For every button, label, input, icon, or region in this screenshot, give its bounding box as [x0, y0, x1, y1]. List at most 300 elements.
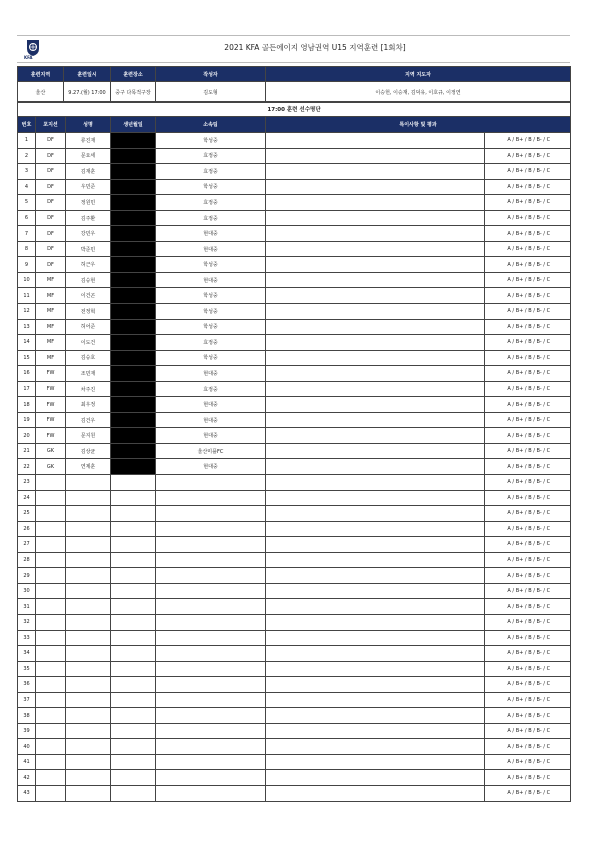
- player-birthdate-redacted: [111, 412, 156, 428]
- player-birthdate-redacted: [111, 226, 156, 242]
- player-position: DF: [36, 148, 66, 164]
- table-row: [18, 708, 571, 724]
- title-rule: [17, 62, 570, 63]
- player-birthdate-redacted: [111, 210, 156, 226]
- player-position: FW: [36, 366, 66, 382]
- table-row: [18, 599, 571, 615]
- player-number: 19: [18, 412, 36, 428]
- header-team: 소속팀: [156, 117, 266, 133]
- player-position: [36, 785, 66, 801]
- table-row: [18, 506, 571, 522]
- player-birthdate: [111, 490, 156, 506]
- player-number: 1: [18, 133, 36, 149]
- table-row: [18, 304, 571, 320]
- player-name: [66, 677, 111, 693]
- player-team: 학성중: [156, 179, 266, 195]
- player-team: 학성중: [156, 304, 266, 320]
- header-venue: 훈련장소: [111, 67, 156, 82]
- player-number: 33: [18, 630, 36, 646]
- player-birthdate: [111, 785, 156, 801]
- player-team: [156, 506, 266, 522]
- table-row: [18, 723, 571, 739]
- player-grade: A / B+ / B / B- / C: [485, 397, 571, 413]
- player-birthdate: [111, 475, 156, 491]
- player-position: [36, 614, 66, 630]
- player-position: [36, 770, 66, 786]
- table-row: [18, 661, 571, 677]
- table-row: [18, 133, 571, 149]
- table-row: [18, 770, 571, 786]
- logo-text: KFA: [24, 55, 33, 60]
- player-name: 정원민: [66, 195, 111, 211]
- info-header-row: [18, 67, 571, 82]
- player-notes: [266, 754, 485, 770]
- player-grade: A / B+ / B / B- / C: [485, 288, 571, 304]
- player-team: [156, 770, 266, 786]
- player-name: [66, 630, 111, 646]
- player-name: 차주진: [66, 381, 111, 397]
- player-name: 김주환: [66, 210, 111, 226]
- player-team: [156, 583, 266, 599]
- player-team: 현대중: [156, 272, 266, 288]
- player-grade: A / B+ / B / B- / C: [485, 133, 571, 149]
- player-number: 27: [18, 537, 36, 553]
- table-row: [18, 210, 571, 226]
- player-number: 26: [18, 521, 36, 537]
- table-row: [18, 179, 571, 195]
- player-grade: A / B+ / B / B- / C: [485, 195, 571, 211]
- player-grade: A / B+ / B / B- / C: [485, 459, 571, 475]
- player-birthdate: [111, 708, 156, 724]
- player-team: [156, 490, 266, 506]
- table-row: [18, 226, 571, 242]
- player-team: 효정중: [156, 164, 266, 180]
- table-row: [18, 272, 571, 288]
- player-position: DF: [36, 179, 66, 195]
- table-row: [18, 646, 571, 662]
- player-grade: A / B+ / B / B- / C: [485, 708, 571, 724]
- player-grade: A / B+ / B / B- / C: [485, 599, 571, 615]
- player-name: [66, 661, 111, 677]
- player-name: [66, 739, 111, 755]
- player-notes: [266, 583, 485, 599]
- player-grade: A / B+ / B / B- / C: [485, 226, 571, 242]
- player-notes: [266, 381, 485, 397]
- player-birthdate: [111, 521, 156, 537]
- player-grade: A / B+ / B / B- / C: [485, 335, 571, 351]
- player-grade: A / B+ / B / B- / C: [485, 568, 571, 584]
- player-team: 효정중: [156, 335, 266, 351]
- player-position: FW: [36, 428, 66, 444]
- player-team: 현대중: [156, 366, 266, 382]
- player-name: 문지원: [66, 428, 111, 444]
- player-grade: A / B+ / B / B- / C: [485, 739, 571, 755]
- player-number: 42: [18, 770, 36, 786]
- table-row: [18, 335, 571, 351]
- player-notes: [266, 646, 485, 662]
- page-title: 2021 KFA 골든에이지 영남권역 U15 지역훈련 [1회차]: [224, 43, 406, 52]
- player-grade: A / B+ / B / B- / C: [485, 630, 571, 646]
- player-name: [66, 785, 111, 801]
- player-grade: A / B+ / B / B- / C: [485, 754, 571, 770]
- player-name: [66, 521, 111, 537]
- player-notes: [266, 412, 485, 428]
- table-row: [18, 195, 571, 211]
- table-row: [18, 490, 571, 506]
- player-notes: [266, 708, 485, 724]
- player-name: 김재훈: [66, 164, 111, 180]
- player-birthdate-redacted: [111, 381, 156, 397]
- player-name: 김건우: [66, 412, 111, 428]
- player-birthdate-redacted: [111, 272, 156, 288]
- player-team: [156, 692, 266, 708]
- player-team: [156, 646, 266, 662]
- player-number: 28: [18, 552, 36, 568]
- player-birthdate: [111, 770, 156, 786]
- player-name: [66, 723, 111, 739]
- player-number: 23: [18, 475, 36, 491]
- roster-table: [17, 101, 571, 802]
- player-grade: A / B+ / B / B- / C: [485, 723, 571, 739]
- player-position: DF: [36, 257, 66, 273]
- top-rule: [17, 35, 570, 36]
- player-position: MF: [36, 335, 66, 351]
- player-grade: A / B+ / B / B- / C: [485, 257, 571, 273]
- value-region: 울산: [18, 82, 64, 103]
- player-notes: [266, 568, 485, 584]
- table-row: [18, 288, 571, 304]
- table-row: [18, 397, 571, 413]
- header-birthdate: 생년월일: [111, 117, 156, 133]
- player-position: [36, 661, 66, 677]
- player-team: [156, 723, 266, 739]
- player-number: 6: [18, 210, 36, 226]
- player-grade: A / B+ / B / B- / C: [485, 661, 571, 677]
- player-birthdate-redacted: [111, 241, 156, 257]
- player-number: 7: [18, 226, 36, 242]
- player-notes: [266, 304, 485, 320]
- player-grade: A / B+ / B / B- / C: [485, 350, 571, 366]
- player-grade: A / B+ / B / B- / C: [485, 443, 571, 459]
- header-author: 작성자: [156, 67, 266, 82]
- table-row: [18, 428, 571, 444]
- player-name: [66, 646, 111, 662]
- info-table: [17, 66, 571, 103]
- player-notes: [266, 490, 485, 506]
- player-name: 연제훈: [66, 459, 111, 475]
- player-number: 9: [18, 257, 36, 273]
- player-number: 37: [18, 692, 36, 708]
- player-notes: [266, 288, 485, 304]
- player-number: 4: [18, 179, 36, 195]
- player-number: 2: [18, 148, 36, 164]
- player-notes: [266, 537, 485, 553]
- table-row: [18, 583, 571, 599]
- player-name: [66, 583, 111, 599]
- table-row: [18, 614, 571, 630]
- player-number: 40: [18, 739, 36, 755]
- player-name: 박준민: [66, 241, 111, 257]
- player-team: 학성중: [156, 288, 266, 304]
- player-grade: A / B+ / B / B- / C: [485, 785, 571, 801]
- player-team: [156, 661, 266, 677]
- player-notes: [266, 195, 485, 211]
- player-number: 13: [18, 319, 36, 335]
- player-name: [66, 552, 111, 568]
- player-birthdate-redacted: [111, 319, 156, 335]
- player-birthdate: [111, 739, 156, 755]
- player-name: 김승현: [66, 272, 111, 288]
- player-number: 18: [18, 397, 36, 413]
- player-position: FW: [36, 381, 66, 397]
- player-grade: A / B+ / B / B- / C: [485, 537, 571, 553]
- player-birthdate-redacted: [111, 288, 156, 304]
- player-team: [156, 708, 266, 724]
- player-position: GK: [36, 443, 66, 459]
- player-team: [156, 677, 266, 693]
- player-name: [66, 506, 111, 522]
- player-birthdate-redacted: [111, 350, 156, 366]
- player-name: 강민우: [66, 226, 111, 242]
- player-notes: [266, 552, 485, 568]
- player-name: 전정혁: [66, 304, 111, 320]
- player-birthdate-redacted: [111, 304, 156, 320]
- player-position: [36, 490, 66, 506]
- player-notes: [266, 397, 485, 413]
- player-team: [156, 630, 266, 646]
- player-grade: A / B+ / B / B- / C: [485, 412, 571, 428]
- player-birthdate-redacted: [111, 459, 156, 475]
- player-team: 현대중: [156, 428, 266, 444]
- player-birthdate-redacted: [111, 133, 156, 149]
- player-position: [36, 599, 66, 615]
- player-team: 현대중: [156, 412, 266, 428]
- player-team: [156, 475, 266, 491]
- player-birthdate: [111, 630, 156, 646]
- table-row: [18, 521, 571, 537]
- player-position: GK: [36, 459, 66, 475]
- player-number: 5: [18, 195, 36, 211]
- player-position: [36, 739, 66, 755]
- player-position: MF: [36, 272, 66, 288]
- table-row: [18, 459, 571, 475]
- table-row: [18, 754, 571, 770]
- player-notes: [266, 210, 485, 226]
- player-team: [156, 552, 266, 568]
- player-notes: [266, 630, 485, 646]
- player-team: 현대중: [156, 226, 266, 242]
- player-position: FW: [36, 397, 66, 413]
- player-number: 32: [18, 614, 36, 630]
- player-position: [36, 677, 66, 693]
- player-grade: A / B+ / B / B- / C: [485, 164, 571, 180]
- player-number: 41: [18, 754, 36, 770]
- player-position: [36, 754, 66, 770]
- player-position: [36, 537, 66, 553]
- player-name: [66, 568, 111, 584]
- player-team: 현대중: [156, 241, 266, 257]
- player-number: 15: [18, 350, 36, 366]
- player-number: 35: [18, 661, 36, 677]
- player-grade: A / B+ / B / B- / C: [485, 646, 571, 662]
- player-name: [66, 599, 111, 615]
- table-row: [18, 568, 571, 584]
- player-notes: [266, 319, 485, 335]
- player-grade: A / B+ / B / B- / C: [485, 428, 571, 444]
- player-name: [66, 754, 111, 770]
- player-position: [36, 708, 66, 724]
- player-team: [156, 739, 266, 755]
- table-row: [18, 739, 571, 755]
- player-position: DF: [36, 195, 66, 211]
- player-notes: [266, 428, 485, 444]
- player-notes: [266, 272, 485, 288]
- player-name: 최우정: [66, 397, 111, 413]
- player-grade: A / B+ / B / B- / C: [485, 614, 571, 630]
- value-datetime: 9.27.(월) 17:00: [64, 82, 111, 103]
- player-number: 31: [18, 599, 36, 615]
- player-team: [156, 568, 266, 584]
- player-position: MF: [36, 319, 66, 335]
- value-venue: 중구 다목적구장: [111, 82, 156, 103]
- player-grade: A / B+ / B / B- / C: [485, 770, 571, 786]
- player-birthdate: [111, 537, 156, 553]
- player-position: [36, 723, 66, 739]
- player-name: 문요세: [66, 148, 111, 164]
- player-birthdate: [111, 692, 156, 708]
- player-team: [156, 754, 266, 770]
- player-grade: A / B+ / B / B- / C: [485, 552, 571, 568]
- player-number: 17: [18, 381, 36, 397]
- player-name: 이건곤: [66, 288, 111, 304]
- player-number: 22: [18, 459, 36, 475]
- player-notes: [266, 366, 485, 382]
- player-notes: [266, 770, 485, 786]
- player-name: 우민준: [66, 179, 111, 195]
- player-name: [66, 475, 111, 491]
- player-grade: A / B+ / B / B- / C: [485, 475, 571, 491]
- player-notes: [266, 148, 485, 164]
- player-birthdate: [111, 677, 156, 693]
- table-row: [18, 785, 571, 801]
- player-team: [156, 614, 266, 630]
- table-row: [18, 381, 571, 397]
- player-position: [36, 568, 66, 584]
- player-name: [66, 692, 111, 708]
- player-team: [156, 521, 266, 537]
- header-name: 성명: [66, 117, 111, 133]
- player-name: [66, 537, 111, 553]
- player-birthdate-redacted: [111, 195, 156, 211]
- table-row: [18, 552, 571, 568]
- table-row: [18, 319, 571, 335]
- player-name: 김상균: [66, 443, 111, 459]
- player-grade: A / B+ / B / B- / C: [485, 179, 571, 195]
- header-position: 포지션: [36, 117, 66, 133]
- table-row: [18, 241, 571, 257]
- table-row: [18, 677, 571, 693]
- header-notes: 특이사항 및 평과: [266, 117, 571, 133]
- player-position: DF: [36, 241, 66, 257]
- player-team: 현대중: [156, 459, 266, 475]
- player-position: [36, 475, 66, 491]
- player-notes: [266, 723, 485, 739]
- roster-title-row: [18, 102, 571, 117]
- player-birthdate: [111, 754, 156, 770]
- player-grade: A / B+ / B / B- / C: [485, 490, 571, 506]
- player-number: 8: [18, 241, 36, 257]
- table-row: [18, 412, 571, 428]
- player-notes: [266, 179, 485, 195]
- player-notes: [266, 677, 485, 693]
- player-notes: [266, 241, 485, 257]
- player-position: [36, 630, 66, 646]
- player-position: DF: [36, 210, 66, 226]
- player-birthdate-redacted: [111, 257, 156, 273]
- player-birthdate-redacted: [111, 366, 156, 382]
- player-birthdate-redacted: [111, 443, 156, 459]
- player-birthdate: [111, 599, 156, 615]
- roster-title: 17:00 훈련 선수명단: [18, 102, 571, 117]
- table-row: [18, 350, 571, 366]
- player-position: [36, 583, 66, 599]
- player-grade: A / B+ / B / B- / C: [485, 583, 571, 599]
- player-birthdate: [111, 583, 156, 599]
- player-birthdate-redacted: [111, 397, 156, 413]
- player-position: [36, 646, 66, 662]
- player-name: 조민재: [66, 366, 111, 382]
- player-team: [156, 785, 266, 801]
- player-number: 43: [18, 785, 36, 801]
- player-number: 24: [18, 490, 36, 506]
- player-notes: [266, 661, 485, 677]
- table-row: [18, 257, 571, 273]
- player-notes: [266, 335, 485, 351]
- player-grade: A / B+ / B / B- / C: [485, 304, 571, 320]
- player-birthdate-redacted: [111, 179, 156, 195]
- player-number: 14: [18, 335, 36, 351]
- player-notes: [266, 521, 485, 537]
- player-position: MF: [36, 288, 66, 304]
- player-grade: A / B+ / B / B- / C: [485, 210, 571, 226]
- player-notes: [266, 257, 485, 273]
- table-row: [18, 475, 571, 491]
- player-notes: [266, 164, 485, 180]
- header-coaches: 지역 지도자: [266, 67, 571, 82]
- player-notes: [266, 599, 485, 615]
- player-position: DF: [36, 133, 66, 149]
- player-team: 효정중: [156, 195, 266, 211]
- player-number: 38: [18, 708, 36, 724]
- player-number: 11: [18, 288, 36, 304]
- player-notes: [266, 506, 485, 522]
- player-team: 효정중: [156, 381, 266, 397]
- player-name: 류진재: [66, 133, 111, 149]
- player-notes: [266, 614, 485, 630]
- player-birthdate: [111, 614, 156, 630]
- player-number: 25: [18, 506, 36, 522]
- player-birthdate: [111, 568, 156, 584]
- header-number: 번호: [18, 117, 36, 133]
- player-grade: A / B+ / B / B- / C: [485, 521, 571, 537]
- player-number: 12: [18, 304, 36, 320]
- player-grade: A / B+ / B / B- / C: [485, 506, 571, 522]
- info-value-row: [18, 82, 571, 103]
- player-name: [66, 614, 111, 630]
- player-grade: A / B+ / B / B- / C: [485, 366, 571, 382]
- player-name: [66, 490, 111, 506]
- player-birthdate: [111, 506, 156, 522]
